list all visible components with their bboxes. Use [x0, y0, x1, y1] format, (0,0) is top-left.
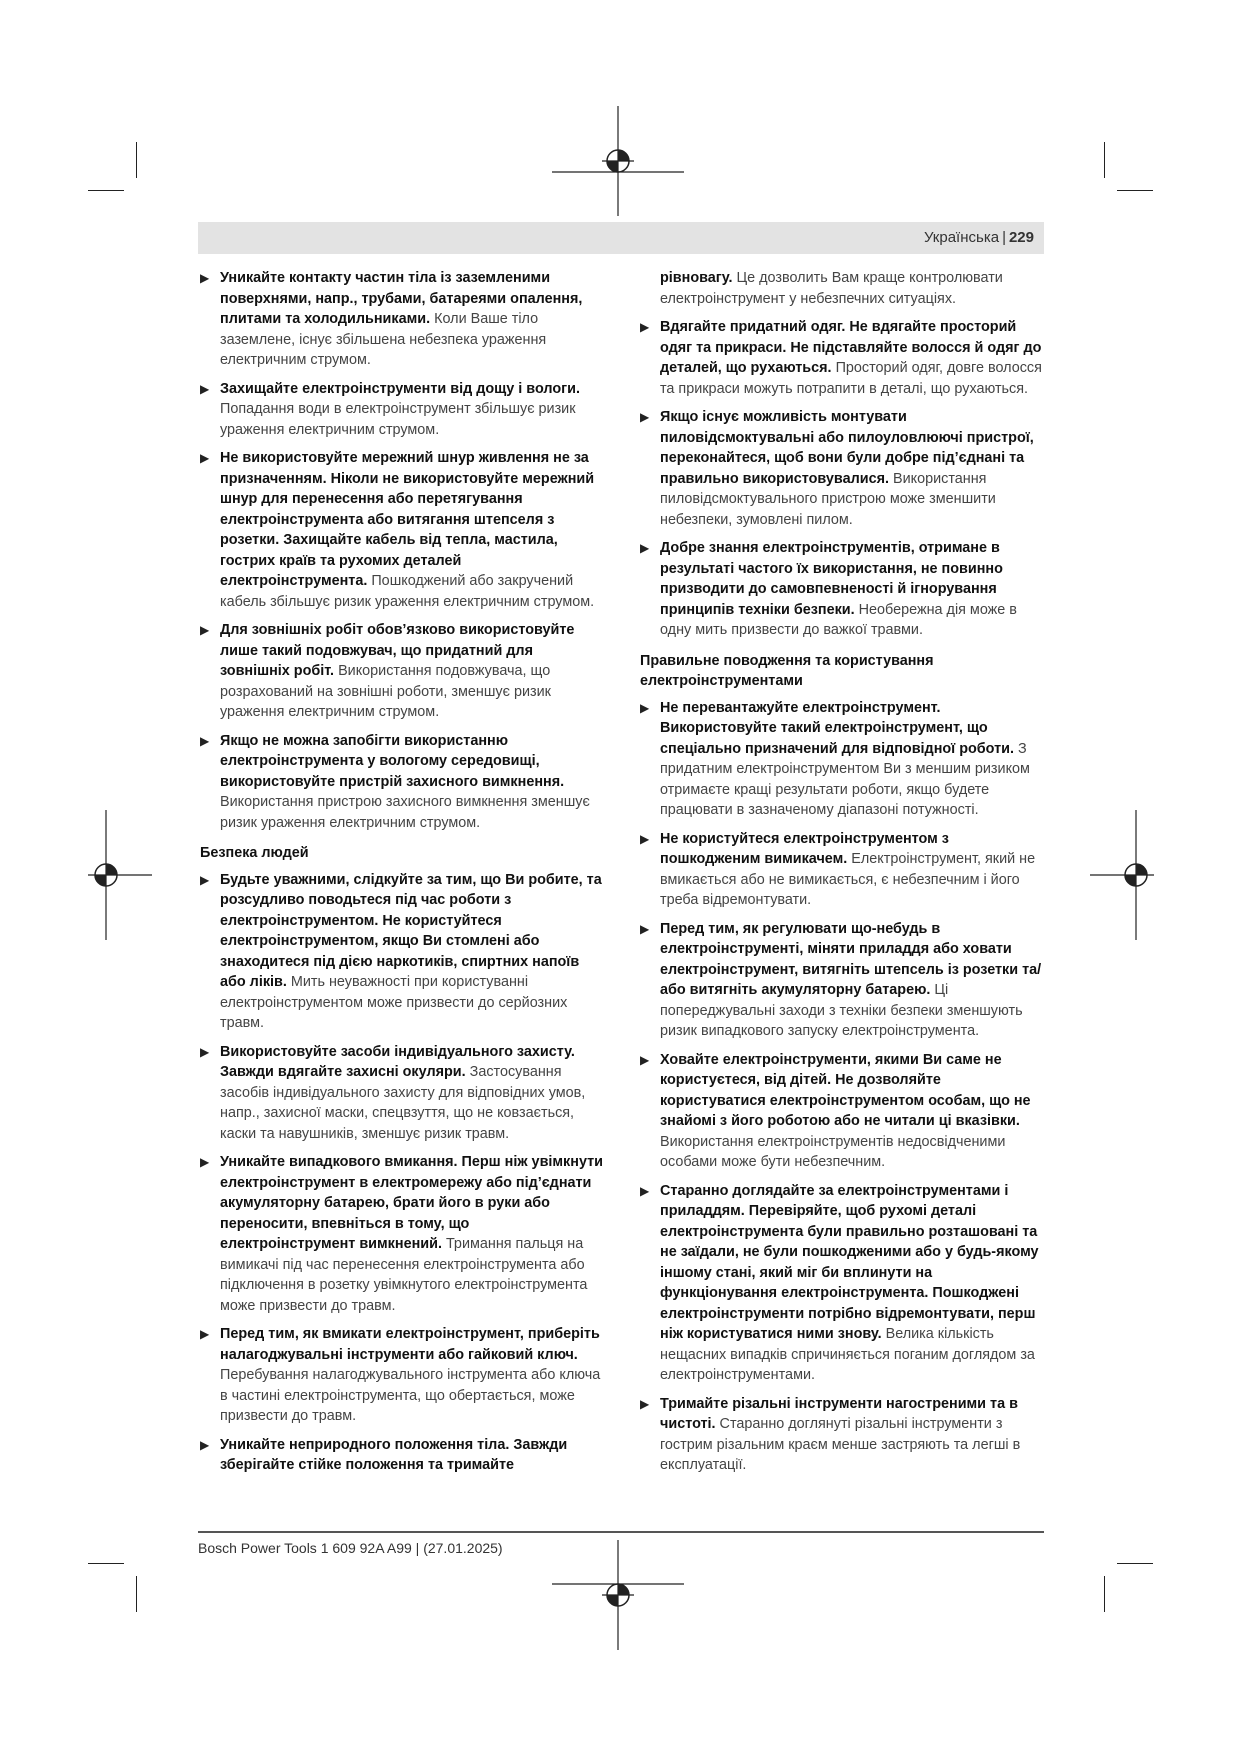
safety-instruction-item	[640, 317, 1046, 399]
continued-paragraph	[640, 268, 1046, 309]
instruction-explanation: Велика кількість нещасних випадків спричиняється поганим доглядом за електроінструментами.	[660, 1326, 1035, 1383]
bullet-triangle-icon: ▶	[200, 381, 210, 396]
page-number: 229	[1008, 229, 1034, 246]
crop-mark	[88, 1563, 124, 1564]
instruction-explanation: Старанно доглянуті різальні інструменти з гострим різальним краєм менше застряють та легші в експлуатації.	[660, 1416, 1021, 1473]
crop-mark	[1104, 1576, 1105, 1612]
header-language: Українська	[923, 229, 1000, 246]
safety-instruction-item	[200, 1324, 604, 1427]
bullet-triangle-icon: ▶	[640, 410, 650, 424]
instruction-bold: Для зовнішніх робіт обов’язково використовуйте лише такий подовжувач, що придатний для зовнішніх робіт.	[220, 622, 575, 679]
instruction-bold: Перед тим, як вмикати електроінструмент, приберіть налагоджувальні інструменти або гайковий ключ.	[220, 1326, 600, 1363]
instruction-explanation: Коли Ваше тіло заземлене, існує збільшена небезпека ураження електричним струмом.	[220, 311, 547, 368]
continued-normal: Це дозволить Вам краще контролювати електроінструмент у небезпечних ситуаціях.	[660, 270, 1003, 307]
instruction-explanation: Використання електроінструментів недосвідченими особами може бути небезпечним.	[660, 1133, 1006, 1170]
instruction-bold: Уникайте контакту частин тіла із заземленими поверхнями, напр., трубами, батареями опалення, плитами та холодильниками.	[220, 270, 583, 327]
bullet-triangle-icon: ▶	[200, 1044, 210, 1059]
safety-instruction-item	[640, 1050, 1046, 1173]
left-column	[200, 268, 604, 1484]
instruction-explanation: Мить неуважності при користуванні електроінструментом може призвести до серйозних травм.	[220, 974, 568, 1031]
safety-instruction-item	[640, 698, 1046, 821]
safety-instruction-item	[640, 1181, 1046, 1386]
instruction-explanation: Пошкоджений або закручений кабель збільшує ризик ураження електричним струмом.	[220, 573, 595, 610]
section-heading-tool-handling: Правильне поводження та користування електроінструментами	[640, 652, 934, 689]
registration-mark-icon	[552, 106, 684, 216]
bullet-triangle-icon: ▶	[200, 271, 210, 285]
instruction-explanation: Ці попереджувальні заходи з техніки безпеки зменшують ризик випадкового запуску електроінструмента.	[660, 982, 1023, 1039]
safety-instruction-item	[640, 829, 1046, 911]
instruction-explanation: Необережна дія може в одну мить призвести до важкої травми.	[660, 601, 1017, 638]
bullet-triangle-icon: ▶	[200, 733, 210, 748]
crop-mark	[1117, 190, 1153, 191]
bullet-triangle-icon: ▶	[640, 700, 650, 715]
bullet-triangle-icon: ▶	[640, 320, 650, 334]
instruction-explanation: Тримання пальця на вимикачі під час перенесення електроінструмента або підключення в розетку увімкнутого електроінструмента може призвести до травм.	[220, 1236, 588, 1314]
instruction-bold: Захищайте електроінструменти від дощу і вологи.	[220, 380, 580, 397]
safety-instruction-item	[200, 870, 604, 1034]
bullet-triangle-icon: ▶	[640, 541, 650, 555]
bullet-triangle-icon: ▶	[640, 1396, 650, 1411]
right-column	[640, 268, 1046, 1484]
instruction-bold: Ховайте електроінструменти, якими Ви саме не користуєтеся, від дітей. Не дозволяйте користуватися електроінструментом особам, що не знайомі з його роботою або не читали ці вказівки.	[660, 1051, 1031, 1129]
instruction-explanation: Використання пристрою захисного вимкнення зменшує ризик ураження електричним струмом.	[220, 794, 590, 831]
instruction-bold: Якщо не можна запобігти використанню електроінструмента у вологому середовищі, використовуйте пристрій захисного вимкнення.	[220, 732, 565, 790]
instruction-bold: Використовуйте засоби індивідуального захисту. Завжди вдягайте захисні окуляри.	[220, 1043, 575, 1080]
header-text: Українська | 229	[923, 229, 1034, 246]
bullet-triangle-icon: ▶	[640, 1183, 650, 1198]
footer-text: Bosch Power Tools 1 609 92A A99 | (27.01.2025)	[198, 1540, 503, 1556]
instruction-explanation: Просторий одяг, довге волосся та прикраси можуть потрапити в деталі, що рухаються.	[660, 360, 1042, 397]
continued-bold: рівновагу.	[660, 270, 733, 286]
footer-rule	[198, 1531, 1044, 1533]
instruction-bold: Старанно доглядайте за електроінструментами і приладдям. Перевіряйте, щоб рухомі деталі електроінструмента були правильно розташовані та не заїдали, не були пошкодженими або у будь-якому іншому стані, який міг би вплинути на функціонування електроінструмента. Пошкоджені електроінструменти потрібно відремонтувати, перш ніж користуватися ними знову.	[660, 1182, 1039, 1342]
safety-instruction-item	[200, 379, 604, 441]
bullet-triangle-icon: ▶	[640, 921, 650, 936]
instruction-bold: Якщо існує можливість монтувати пиловідсмоктувальні або пилоуловлюючі пристрої, переконайтеся, щоб вони були добре під’єднані та правильно використовувалися.	[660, 409, 1034, 487]
instruction-explanation: Попадання води в електроінструмент збільшує ризик ураження електричним струмом.	[220, 401, 576, 438]
left-items	[200, 268, 604, 833]
crop-mark	[1104, 142, 1105, 178]
bullet-triangle-icon: ▶	[200, 623, 210, 637]
safety-instruction-item	[640, 407, 1046, 530]
safety-instruction-item	[640, 919, 1046, 1042]
instruction-bold: Уникайте випадкового вмикання. Перш ніж увімкнути електроінструмент в електромережу або під’єднати акумуляторну батарею, брати його в руки або переносити, впевніться в тому, що електроінструмент вимкнений.	[220, 1154, 604, 1252]
instruction-explanation: Застосування засобів індивідуального захисту для відповідних умов, напр., захисної маски, спецвзуття, що не ковзається, каски та навушників, зменшує ризик травм.	[220, 1064, 586, 1142]
safety-instruction-item	[200, 448, 604, 612]
bullet-triangle-icon: ▶	[200, 1327, 210, 1341]
instruction-explanation: Перебування налагоджувального інструмента або ключа в частині електроінструмента, що обертається, може призвести до травм.	[220, 1367, 601, 1424]
bullet-triangle-icon: ▶	[640, 1052, 650, 1067]
instruction-explanation: Використання подовжувача, що розрахований на зовнішні роботи, зменшує ризик ураження електричним струмом.	[220, 663, 551, 720]
bullet-triangle-icon: ▶	[200, 1155, 210, 1169]
safety-instruction-item	[200, 1152, 604, 1316]
registration-mark-icon	[552, 1540, 684, 1650]
safety-instruction-item	[200, 1435, 604, 1476]
section-heading-people-safety: Безпека людей	[200, 845, 309, 861]
page-header	[198, 222, 1044, 254]
safety-instruction-item	[200, 731, 604, 834]
registration-mark-icon	[1090, 810, 1154, 940]
instruction-explanation: Використання пиловідсмоктувального пристрою може зменшити небезпеки, зумовлені пилом.	[660, 470, 996, 528]
instruction-bold: Вдягайте придатний одяг. Не вдягайте просторий одяг та прикраси. Не підставляйте волосся й одяг до деталей, що рухаються.	[660, 319, 1042, 376]
bullet-triangle-icon: ▶	[200, 1437, 210, 1452]
instruction-bold: Будьте уважними, слідкуйте за тим, що Ви робите, та розсудливо поводьтеся під час роботи з електроінструментом. Не користуйтеся електроінструментом, якщо Ви стомлені або знаходитеся під дією наркотиків, спиртних напоїв або ліків.	[220, 871, 602, 990]
registration-mark-icon	[88, 810, 152, 940]
safety-instruction-item	[200, 1042, 604, 1145]
instruction-bold: Перед тим, як регулювати що-небудь в електроінструменті, міняти приладдя або ховати електроінструмент, витягніть штепсель із розетки та/або витягніть акумуляторну батарею.	[660, 920, 1042, 998]
crop-mark	[136, 1576, 137, 1612]
instruction-bold: Не користуйтеся електроінструментом з пошкодженим вимикачем.	[660, 830, 949, 867]
people-items	[200, 870, 604, 1476]
instruction-bold: Уникайте неприродного положення тіла. Завжди зберігайте стійке положення та тримайте	[220, 1436, 568, 1473]
crop-mark	[1117, 1563, 1153, 1564]
instruction-bold: Добре знання електроінструментів, отримане в результаті частого їх використання, не повинно призводити до самовпевненості й ігнорування принципів техніки безпеки.	[660, 540, 1003, 618]
bullet-triangle-icon: ▶	[200, 872, 210, 887]
safety-instruction-item	[200, 620, 604, 723]
instruction-bold: Не використовуйте мережний шнур живлення не за призначенням. Ніколи не використовуйте мережний шнур для перенесення або перетягування електроінструмента або витягання штепселя з розетки. Захищайте кабель від тепла, мастила, гострих країв та рухомих деталей електроінструмента.	[220, 450, 595, 589]
instruction-bold: Тримайте різальні інструменти нагостреними та в чистоті.	[660, 1395, 1018, 1432]
instruction-explanation: Електроінструмент, який не вмикається або не вимикається, є небезпечним і його треба відремонтувати.	[660, 851, 1036, 908]
bullet-triangle-icon: ▶	[640, 831, 650, 846]
crop-mark	[136, 142, 137, 178]
instruction-bold: Не перевантажуйте електроінструмент. Використовуйте такий електроінструмент, що спеціально призначений для відповідної роботи.	[660, 699, 1015, 757]
crop-mark	[88, 190, 124, 191]
safety-instruction-item	[640, 1394, 1046, 1476]
safety-instruction-item	[640, 538, 1046, 641]
handling-items	[640, 698, 1046, 1476]
bullet-triangle-icon: ▶	[200, 451, 210, 465]
right-items	[640, 317, 1046, 641]
safety-instruction-item	[200, 268, 604, 371]
instruction-explanation: З придатним електроінструментом Ви з меншим ризиком отримаєте кращі результати роботи, якщо будете працювати в зазначеному діапазоні потужності.	[660, 740, 1030, 818]
